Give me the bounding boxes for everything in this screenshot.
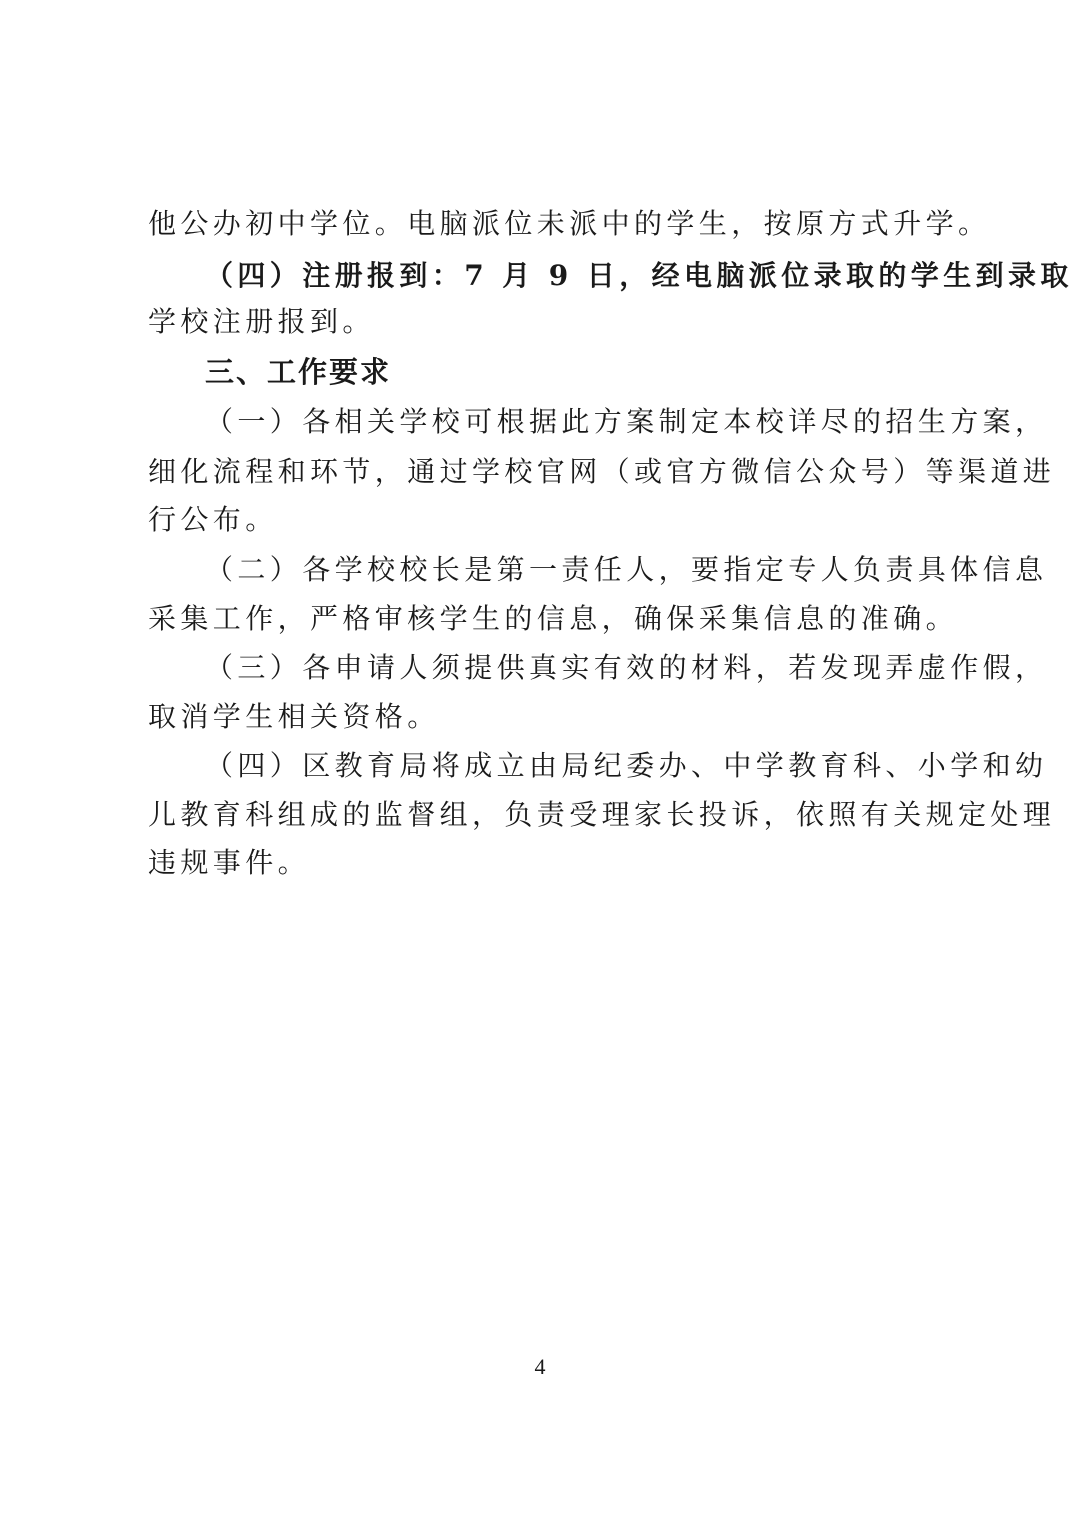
body-text-line: 他公办初中学位。电脑派位未派中的学生，按原方式升学。 [148,207,991,240]
body-text-line: 违规事件。 [148,846,311,879]
body-text-line: 儿教育科组成的监督组，负责受理家长投诉，依照有关规定处理 [148,798,1056,831]
body-text-line: 行公布。 [148,503,278,536]
body-text-line: 细化流程和环节，通过学校官网（或官方微信公众号）等渠道进 [148,455,1056,488]
body-text-line: 采集工作，严格审核学生的信息，确保采集信息的准确。 [148,602,959,635]
requirement-item-2: （二）各学校校长是第一责任人，要指定专人负责具体信息 [205,553,1048,586]
page-number: 4 [534,1354,546,1379]
body-text-line: 学校注册报到。 [148,305,375,338]
requirement-item-1: （一）各相关学校可根据此方案制定本校详尽的招生方案， [205,405,1048,438]
requirement-item-3: （三）各申请人须提供真实有效的材料，若发现弄虚作假， [205,651,1048,684]
section-heading: 三、工作要求 [205,355,392,389]
body-text-line: 取消学生相关资格。 [148,700,440,733]
requirement-item-4: （四）区教育局将成立由局纪委办、中学教育科、小学和幼 [205,749,1048,782]
section-item-registration: （四）注册报到：7 月 9 日，经电脑派位录取的学生到录取 [205,259,1073,292]
